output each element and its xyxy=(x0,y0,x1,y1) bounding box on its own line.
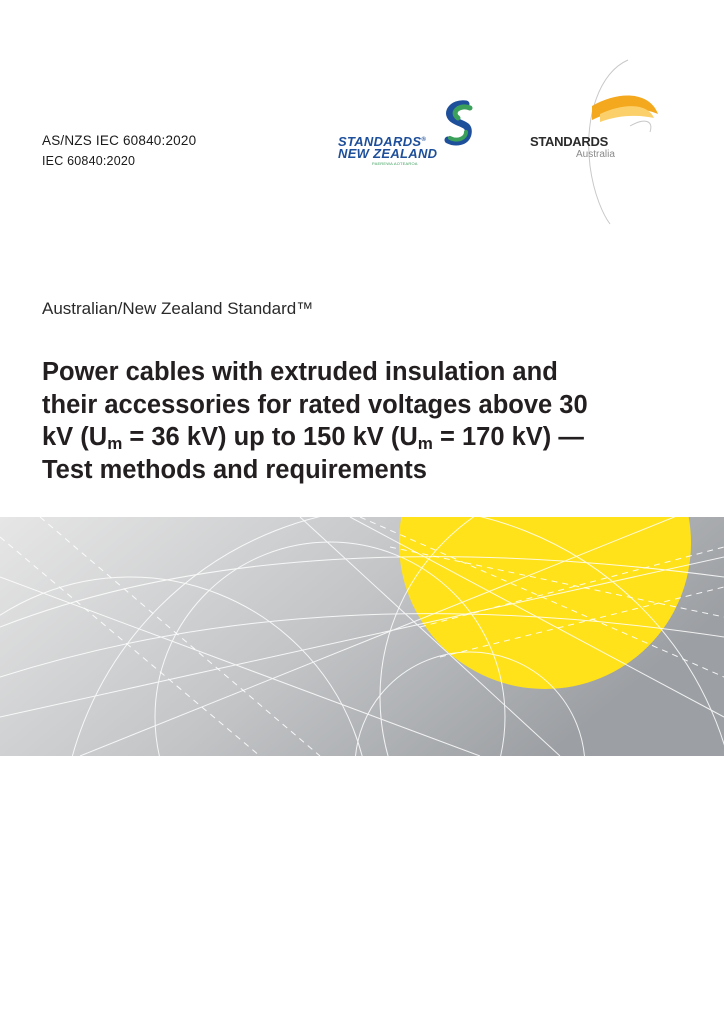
standards-nz-word2: NEW ZEALAND xyxy=(338,146,438,161)
document-title xyxy=(42,356,692,486)
standards-australia-sub: Australia xyxy=(576,149,615,160)
standards-nz-tagline: PAEREWA AOTEAROA xyxy=(372,161,418,166)
standards-australia-word: STANDARDS xyxy=(530,134,608,149)
standards-australia-logo xyxy=(530,56,720,226)
title-line-2: their accessories for rated voltages above 30 xyxy=(42,390,588,419)
cover-art-band xyxy=(0,517,724,756)
s-swoosh-icon xyxy=(436,100,481,146)
standard-id-secondary: IEC 60840:2020 xyxy=(42,154,136,168)
title-line-4: Test methods and requirements xyxy=(42,455,427,484)
standard-identifiers xyxy=(42,133,196,168)
standard-id-primary: AS/NZS IEC 60840:2020 xyxy=(42,133,197,148)
standard-series: Australian/New Zealand Standard™ xyxy=(42,299,314,318)
title-line-3: kV ($U_m = 36$ kV) up to 150 kV ($U_m = 170$ kV) — xyxy=(42,423,584,453)
standards-nz-word1: STANDARDS® xyxy=(338,134,427,149)
standards-nz-logo xyxy=(336,100,486,170)
title-line-1: Power cables with extruded insulation and xyxy=(42,358,558,386)
